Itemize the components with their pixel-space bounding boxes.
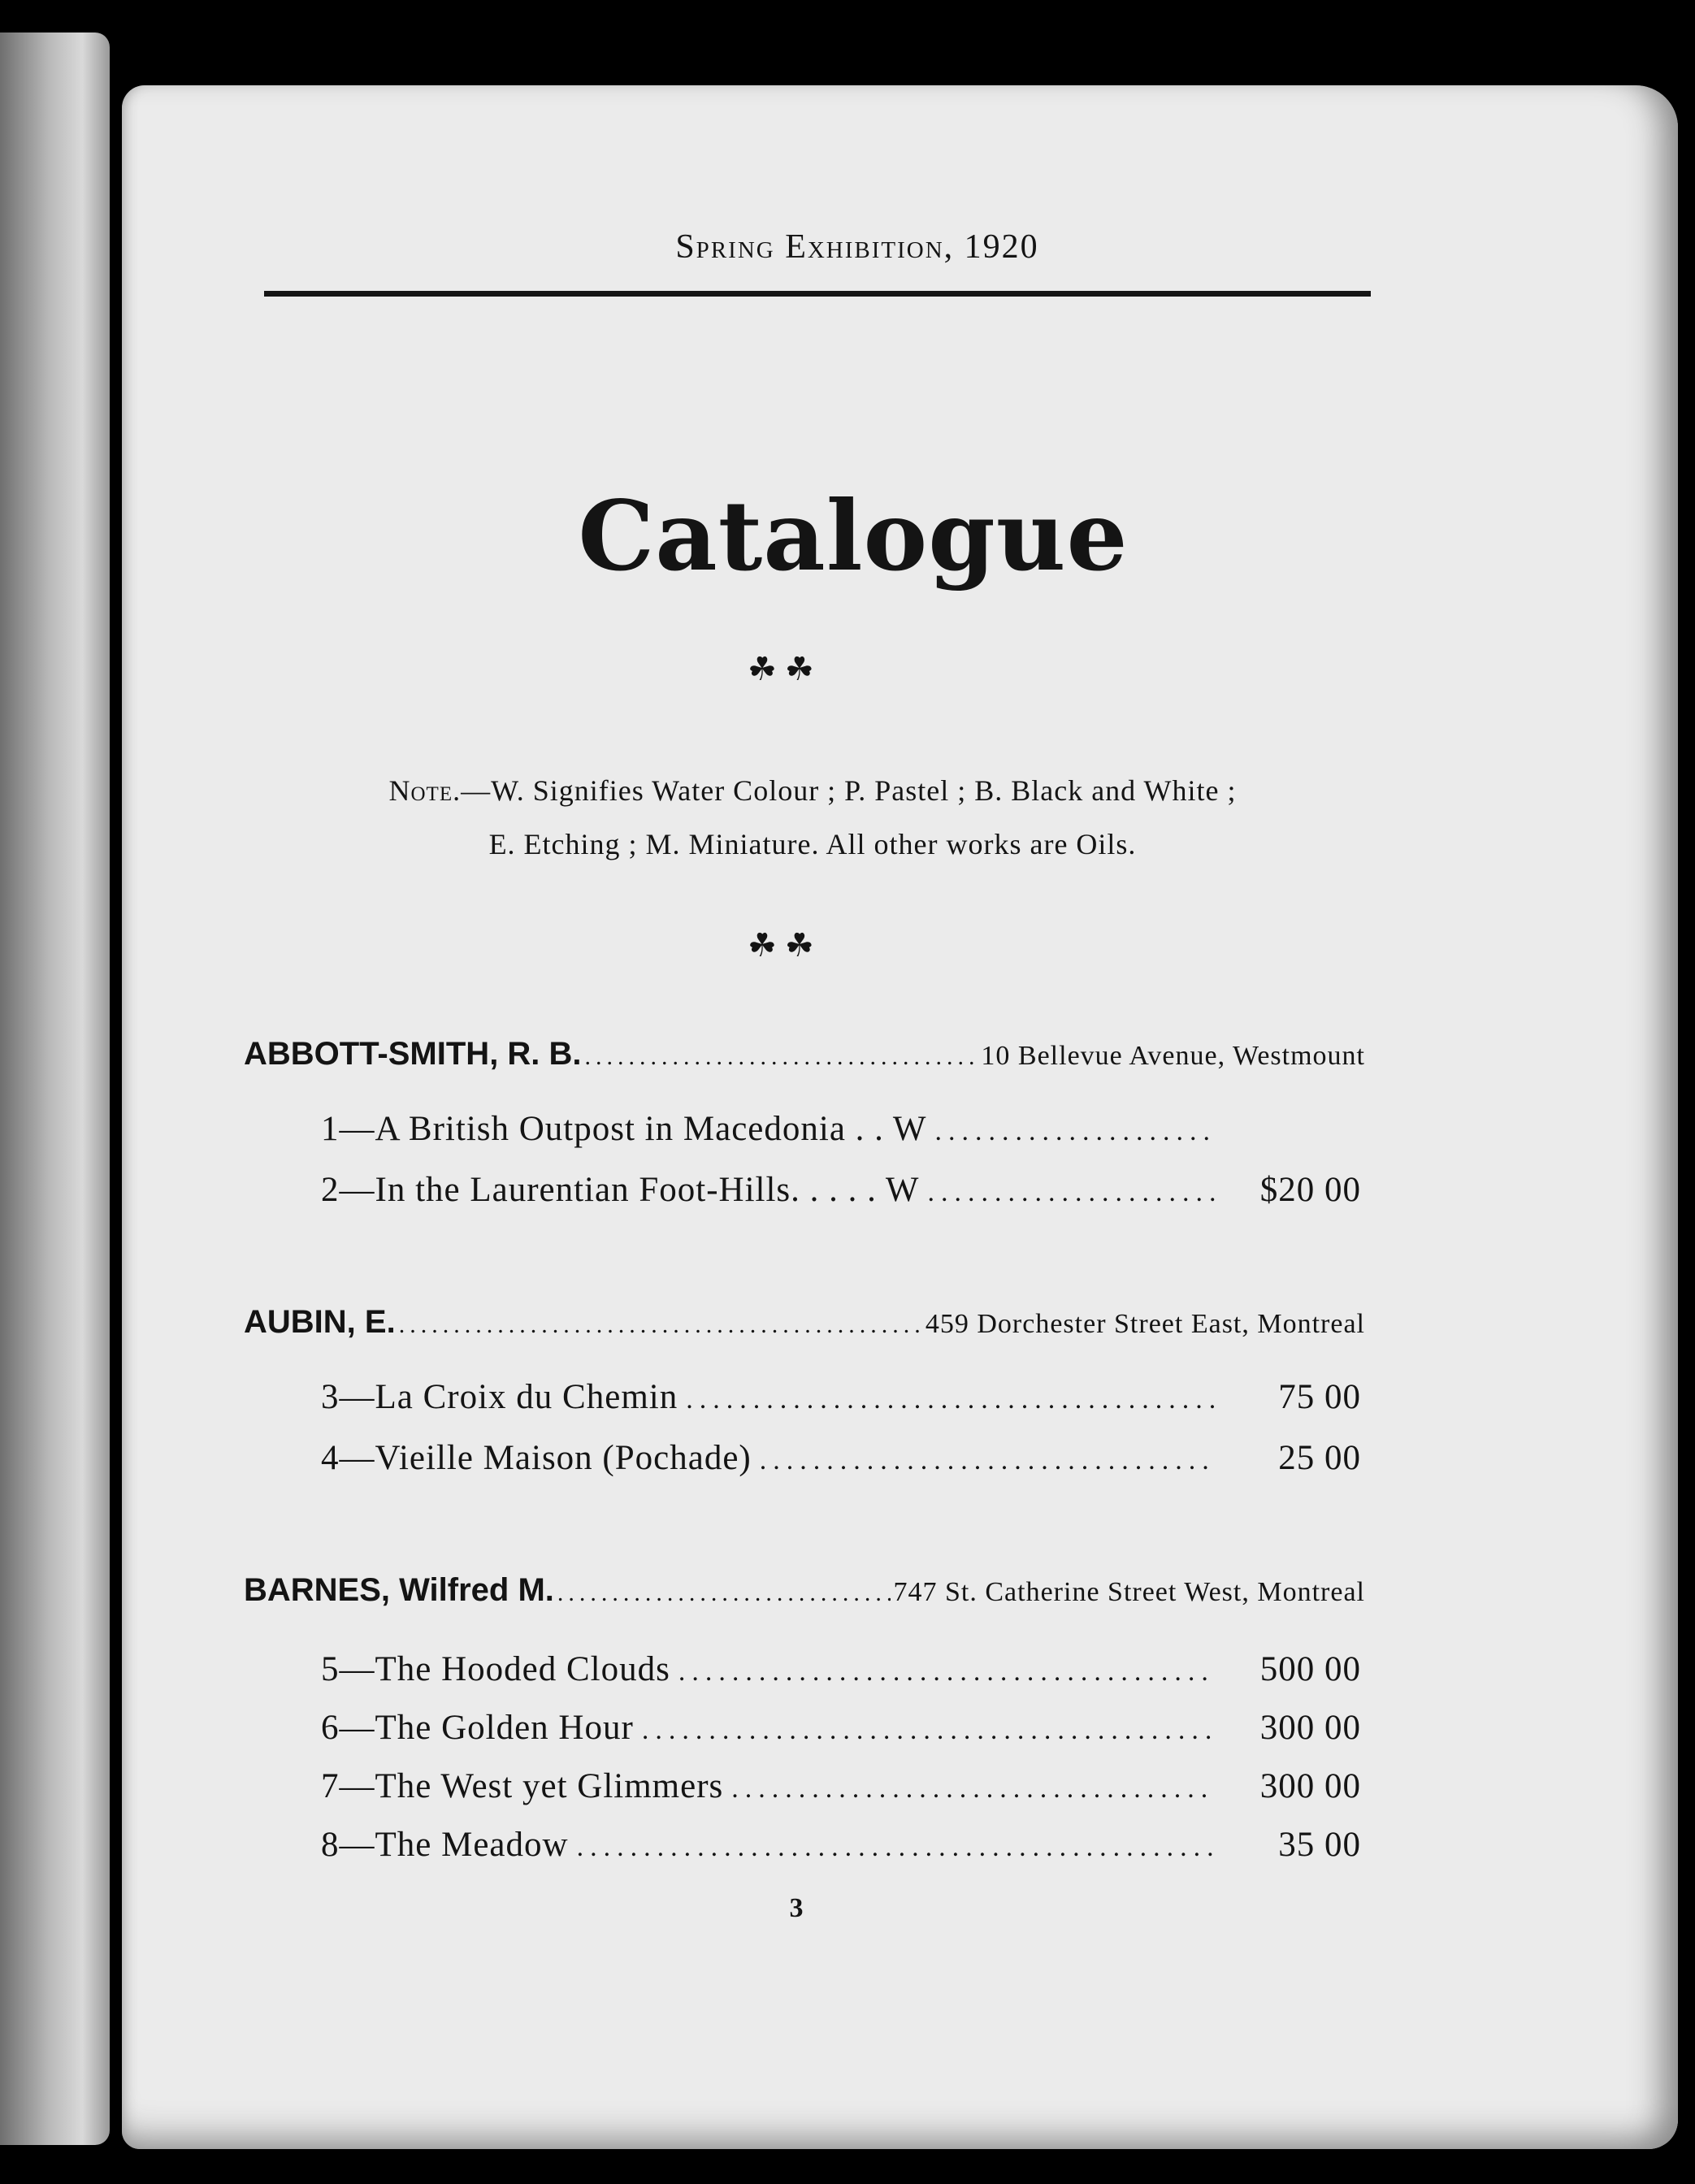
work-title: 1—A British Outpost in Macedonia . . W: [321, 1110, 927, 1148]
catalogue-entry: [321, 1438, 1361, 1478]
work-price: 35 00: [1278, 1826, 1361, 1864]
work-price: 25 00: [1278, 1439, 1361, 1477]
note-line-2: E. Etching ; M. Miniature. All other works are Oils.: [488, 828, 1137, 860]
leader-dots: [927, 1177, 1215, 1208]
catalogue-entry: [321, 1766, 1361, 1806]
leader-dots: [585, 1043, 978, 1071]
artist-address: 747 St. Catherine Street West, Montreal: [893, 1577, 1365, 1607]
catalogue-entry: [321, 1377, 1361, 1417]
artist-name: ABBOTT-SMITH, R. B.: [244, 1036, 582, 1072]
leader-dots: [686, 1384, 1215, 1415]
artist-name: BARNES, Wilfred M.: [244, 1572, 554, 1608]
work-price: 500 00: [1259, 1650, 1361, 1688]
catalogue-entry: [321, 1825, 1361, 1865]
artist-heading: [244, 1572, 1365, 1609]
catalogue-entry: [321, 1170, 1361, 1210]
leader-dots: [731, 1774, 1215, 1805]
work-price: $20 00: [1259, 1171, 1361, 1209]
work-title: 7—The West yet Glimmers: [321, 1767, 724, 1805]
work-price: 75 00: [1278, 1378, 1361, 1416]
catalogue-entry: [321, 1109, 1361, 1149]
page-number: 3: [789, 1893, 804, 1923]
note-line-1: [244, 774, 1381, 808]
note-text-1: .—W. Signifies Water Colour ; P. Pastel ; B. Black and White ;: [453, 774, 1237, 807]
ornament-icon-top: ☘ ☘: [748, 651, 814, 687]
header-rule: [264, 291, 1371, 297]
exhibition-header: Spring Exhibition, 1920: [675, 228, 1039, 266]
artist-address: 10 Bellevue Avenue, Westmount: [981, 1041, 1365, 1071]
work-title: 6—The Golden Hour: [321, 1709, 634, 1747]
leader-dots: [760, 1445, 1215, 1476]
leader-dots: [577, 1832, 1215, 1863]
work-title: 2—In the Laurentian Foot-Hills. . . . . W: [321, 1171, 920, 1209]
artist-heading: [244, 1304, 1365, 1341]
leader-dots: [557, 1580, 891, 1607]
previous-page-edge: [0, 32, 110, 2145]
leader-dots: [399, 1311, 922, 1339]
work-title: 5—The Hooded Clouds: [321, 1650, 670, 1688]
leader-dots: [934, 1116, 1215, 1147]
catalogue-entry: [321, 1708, 1361, 1748]
page-title: Catalogue: [578, 479, 1129, 592]
leader-dots: [678, 1657, 1215, 1688]
work-title: 8—The Meadow: [321, 1826, 569, 1864]
artist-name: AUBIN, E.: [244, 1304, 396, 1340]
leader-dots: [642, 1715, 1215, 1746]
work-title: 4—Vieille Maison (Pochade): [321, 1439, 752, 1477]
work-title: 3—La Croix du Chemin: [321, 1378, 678, 1416]
work-price: 300 00: [1259, 1767, 1361, 1805]
work-price: 300 00: [1259, 1709, 1361, 1747]
note-lead: Note: [388, 774, 453, 807]
artist-heading: [244, 1036, 1365, 1072]
catalogue-entry: [321, 1649, 1361, 1689]
artist-address: 459 Dorchester Street East, Montreal: [925, 1309, 1365, 1339]
ornament-icon-bottom: ☘ ☘: [748, 927, 814, 964]
